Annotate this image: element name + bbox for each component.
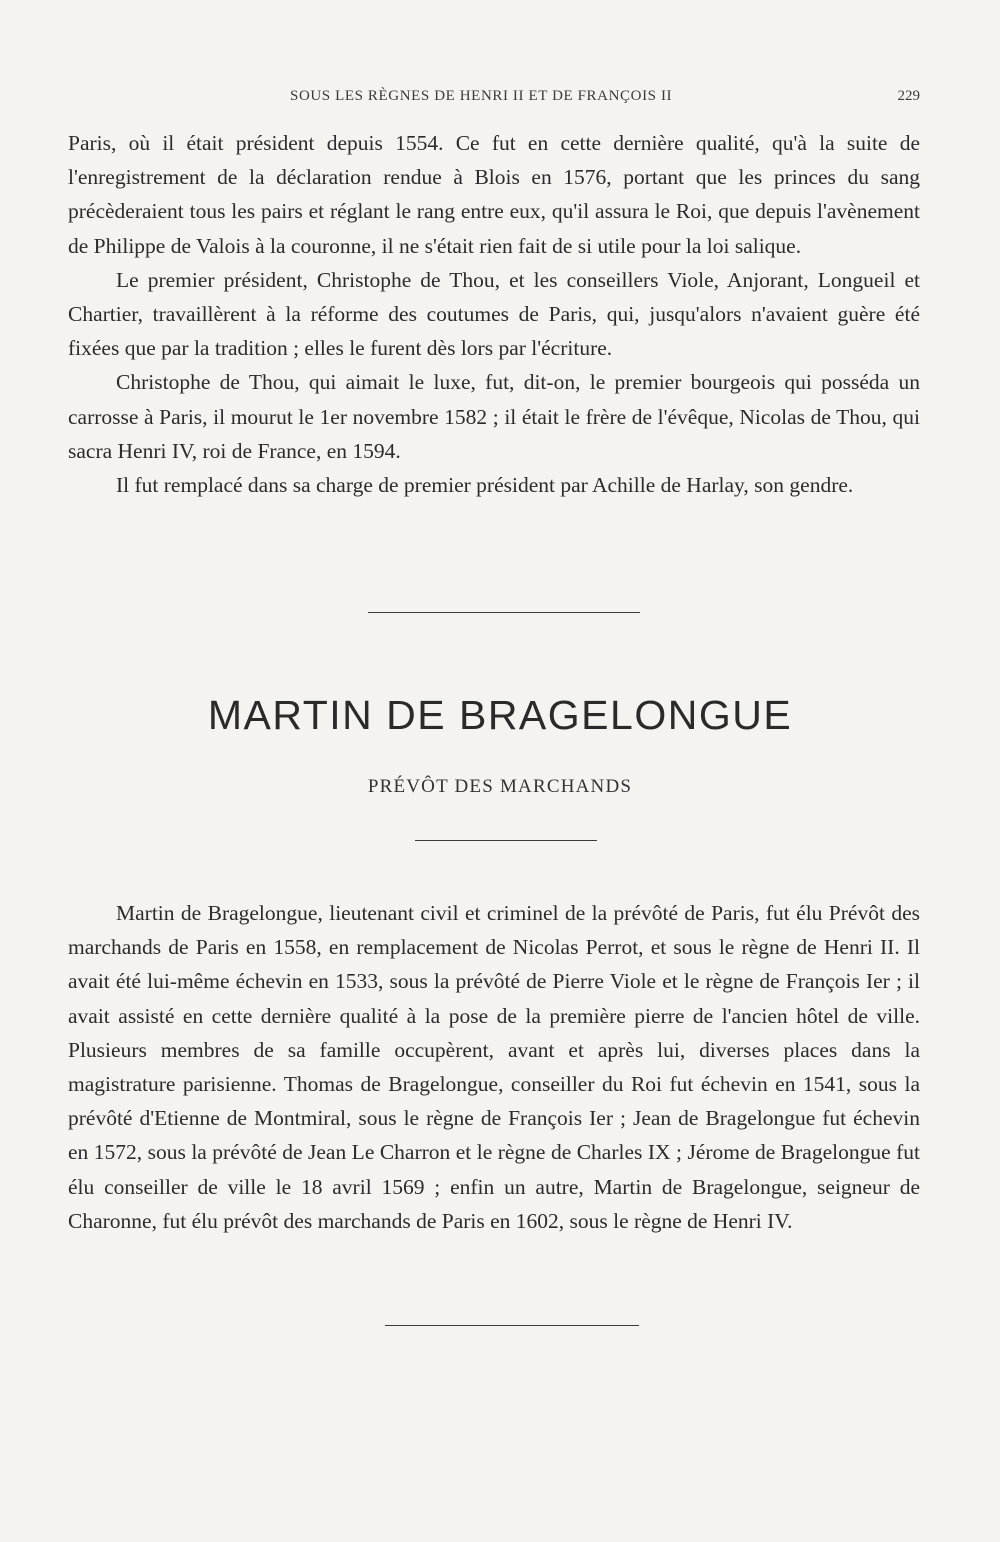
paragraph: Il fut remplacé dans sa charge de premier président par Achille de Harlay, son gendre. <box>116 473 854 498</box>
section-subtitle: PRÉVÔT DES MARCHANDS <box>367 776 633 797</box>
intro-text <box>68 126 920 502</box>
paragraph: Paris, où il était président depuis 1554. Ce fut en cette dernière qualité, qu'à la suite de l'enregistrement de la déclaration rendue à Blois en 1576, portant que les princes du sang précèderaient tous les pairs et réglant le rang entre eux, qu'il assura le Roi, que depuis l'avènement de Philippe de Valois à la couronne, il ne s'était rien fait de si utile pour la loi salique. <box>68 131 920 258</box>
section-divider <box>368 612 640 613</box>
end-divider <box>385 1325 639 1326</box>
paragraph: Martin de Bragelongue, lieutenant civil et criminel de la prévôté de Paris, fut élu Prévôt des marchands de Paris en 1558, en remplacement de Nicolas Perrot, et sous le règne de Henri II. Il avait été lui-même échevin en 1533, sous la prévôté de Pierre Viole et le règne de François Ier ; il avait assisté en cette dernière qualité à la pose de la première pierre de l'ancien hôtel de ville. Plusieurs membres de sa famille occupèrent, avant et après lui, diverses places dans la magistrature parisienne. Thomas de Bragelongue, conseiller du Roi fut échevin en 1541, sous la prévôté d'Etienne de Montmiral, sous le règne de François Ier ; Jean de Bragelongue fut échevin en 1572, sous la prévôté de Jean Le Charron et le règne de Charles IX ; Jérome de Bragelongue fut élu conseiller de ville le 18 avril 1569 ; enfin un autre, Martin de Bragelongue, seigneur de Charonne, fut élu prévôt des marchands de Paris en 1602, sous le règne de Henri IV. <box>68 901 920 1233</box>
running-title: SOUS LES RÈGNES DE HENRI II ET DE FRANÇOIS II <box>290 88 673 104</box>
paragraph: Le premier président, Christophe de Thou, et les conseillers Viole, Anjorant, Longueil et Chartier, travaillèrent à la réforme des coutumes de Paris, qui, jusqu'alors n'avaient guère été fixées que par la tradition ; elles le furent dès lors par l'écriture. <box>68 267 920 361</box>
subtitle-divider <box>415 840 597 841</box>
section-text <box>68 896 920 1238</box>
section-title: MARTIN DE BRAGELONGUE <box>207 692 793 738</box>
paragraph: Christophe de Thou, qui aimait le luxe, fut, dit-on, le premier bourgeois qui posséda un carrosse à Paris, il mourut le 1er novembre 1582 ; il était le frère de l'évêque, Nicolas de Thou, qui sacra Henri IV, roi de France, en 1594. <box>68 370 920 463</box>
page-number: 229 <box>897 88 920 104</box>
running-head <box>0 88 1000 114</box>
